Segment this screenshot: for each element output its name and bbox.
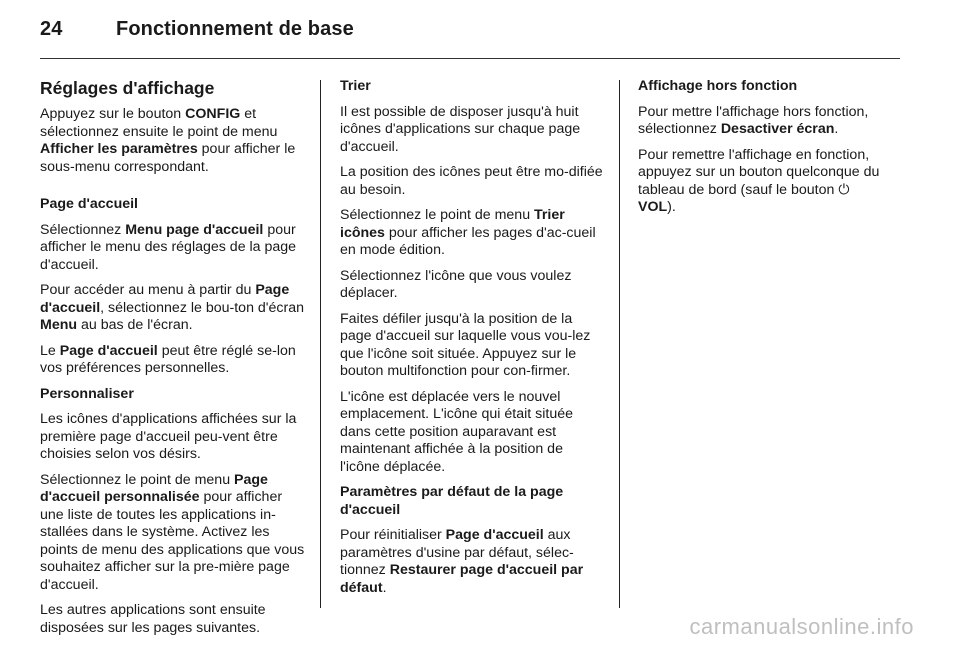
vol-button-ref: VOL [638,199,668,215]
menu-ref: Restaurer page d'accueil par défaut [340,562,584,596]
menu-ref: Menu [40,317,78,333]
subsection-title: Page d'accueil [40,196,139,212]
subsection-title: Trier [340,78,371,94]
text: Le [40,342,60,359]
text: . [834,121,839,137]
text: , sélectionnez le bou-ton d'écran [100,299,304,316]
paragraph: Les autres applications sont ensuite disposées sur les pages suivantes. [40,602,266,636]
text: Sélectionnez [40,221,126,238]
text: Pour mettre l'affichage hors fonction, sélectionnez [638,103,869,137]
menu-ref: Menu page d'accueil [125,221,264,238]
watermark: carmanualsonline.info [689,614,914,639]
text: au bas de l'écran. [77,317,193,333]
text: et sélectionnez ensuite le point de menu [40,106,278,140]
subsection-title: Affichage hors fonction [638,78,798,94]
config-button-ref: CONFIG [185,106,241,122]
paragraph: Les icônes d'applications affichées sur la première page d'accueil peu-vent être choisies selon vos désirs. [40,411,297,462]
column-2 [340,78,605,605]
menu-ref: Page d'accueil [445,527,544,543]
text: pour afficher le sous-menu correspondant. [40,141,296,175]
paragraph: Faites défiler jusqu'à la position de la page d'accueil sur laquelle vous vou-lez que l'icône soit située. Appuyez sur le bouton multifonction pour con-firmer. [340,310,591,379]
paragraph [340,207,605,260]
paragraph [40,282,305,335]
menu-ref: Page d'accueil [40,282,290,316]
menu-ref: Trier icônes [340,207,565,241]
text: Appuyez sur le bouton [40,106,186,122]
paragraph [40,472,305,595]
header-rule [40,58,900,59]
subsection-title: Paramètres par défaut de la page d'accueil [340,484,564,518]
text: pour afficher le menu des réglages de la page d'accueil. [40,221,297,273]
text: Sélectionnez le point de menu [340,207,535,223]
text: pour afficher les pages d'ac-cueil en mode édition. [340,224,596,258]
column-1 [40,78,305,645]
page-number: 24 [40,18,63,40]
spacer [40,186,305,196]
page-title: Fonctionnement de base [116,18,354,40]
paragraph: L'icône est déplacée vers le nouvel emplacement. L'icône qui était située dans cette position auparavant est maintenant affichée à la position de l'icône déplacée. [340,388,573,475]
menu-ref: Afficher les paramètres [40,141,198,157]
paragraph [638,147,903,217]
column-divider-2 [619,80,620,608]
subsection-title: Personnaliser [40,385,134,402]
text: Pour accéder au menu à partir du [40,282,256,298]
text: ). [667,199,676,215]
text: Sélectionnez le point de menu [40,471,235,488]
text: peut être réglé se-lon vos préférences personnelles. [40,342,296,376]
column-divider-1 [320,80,321,608]
paragraph: La position des icônes peut être mo-difiée au besoin. [340,164,603,198]
menu-ref: Desactiver écran [720,121,835,137]
paragraph [340,527,605,597]
menu-ref: Page d'accueil [59,342,158,359]
paragraph: Il est possible de disposer jusqu'à huit icônes d'applications sur chaque page d'accueil. [340,103,581,155]
paragraph [40,222,305,275]
power-icon: ⏻ [838,181,850,198]
intro-paragraph [40,106,305,176]
paragraph [638,104,903,139]
text: . [382,579,387,596]
paragraph [40,343,305,378]
menu-ref: Page d'accueil personnalisée [40,471,268,505]
text: aux paramètres d'usine par défaut, sélec-tionnez [340,527,574,578]
paragraph: Sélectionnez l'icône que vous voulez déplacer. [340,267,572,301]
text: Pour réinitialiser [340,527,446,543]
text: Pour remettre l'affichage en fonction, appuyez sur un bouton quelconque du tableau de bord (sauf le bouton [638,146,880,198]
text: pour afficher une liste de toutes les applications in-stallées dans le système. Activez les points de menu des applications que vous souhaitez afficher sur la pre-mière page d'accueil. [40,489,305,593]
page-header [40,18,354,41]
section-title: Réglages d'affichage [40,78,215,98]
column-3 [638,78,903,225]
